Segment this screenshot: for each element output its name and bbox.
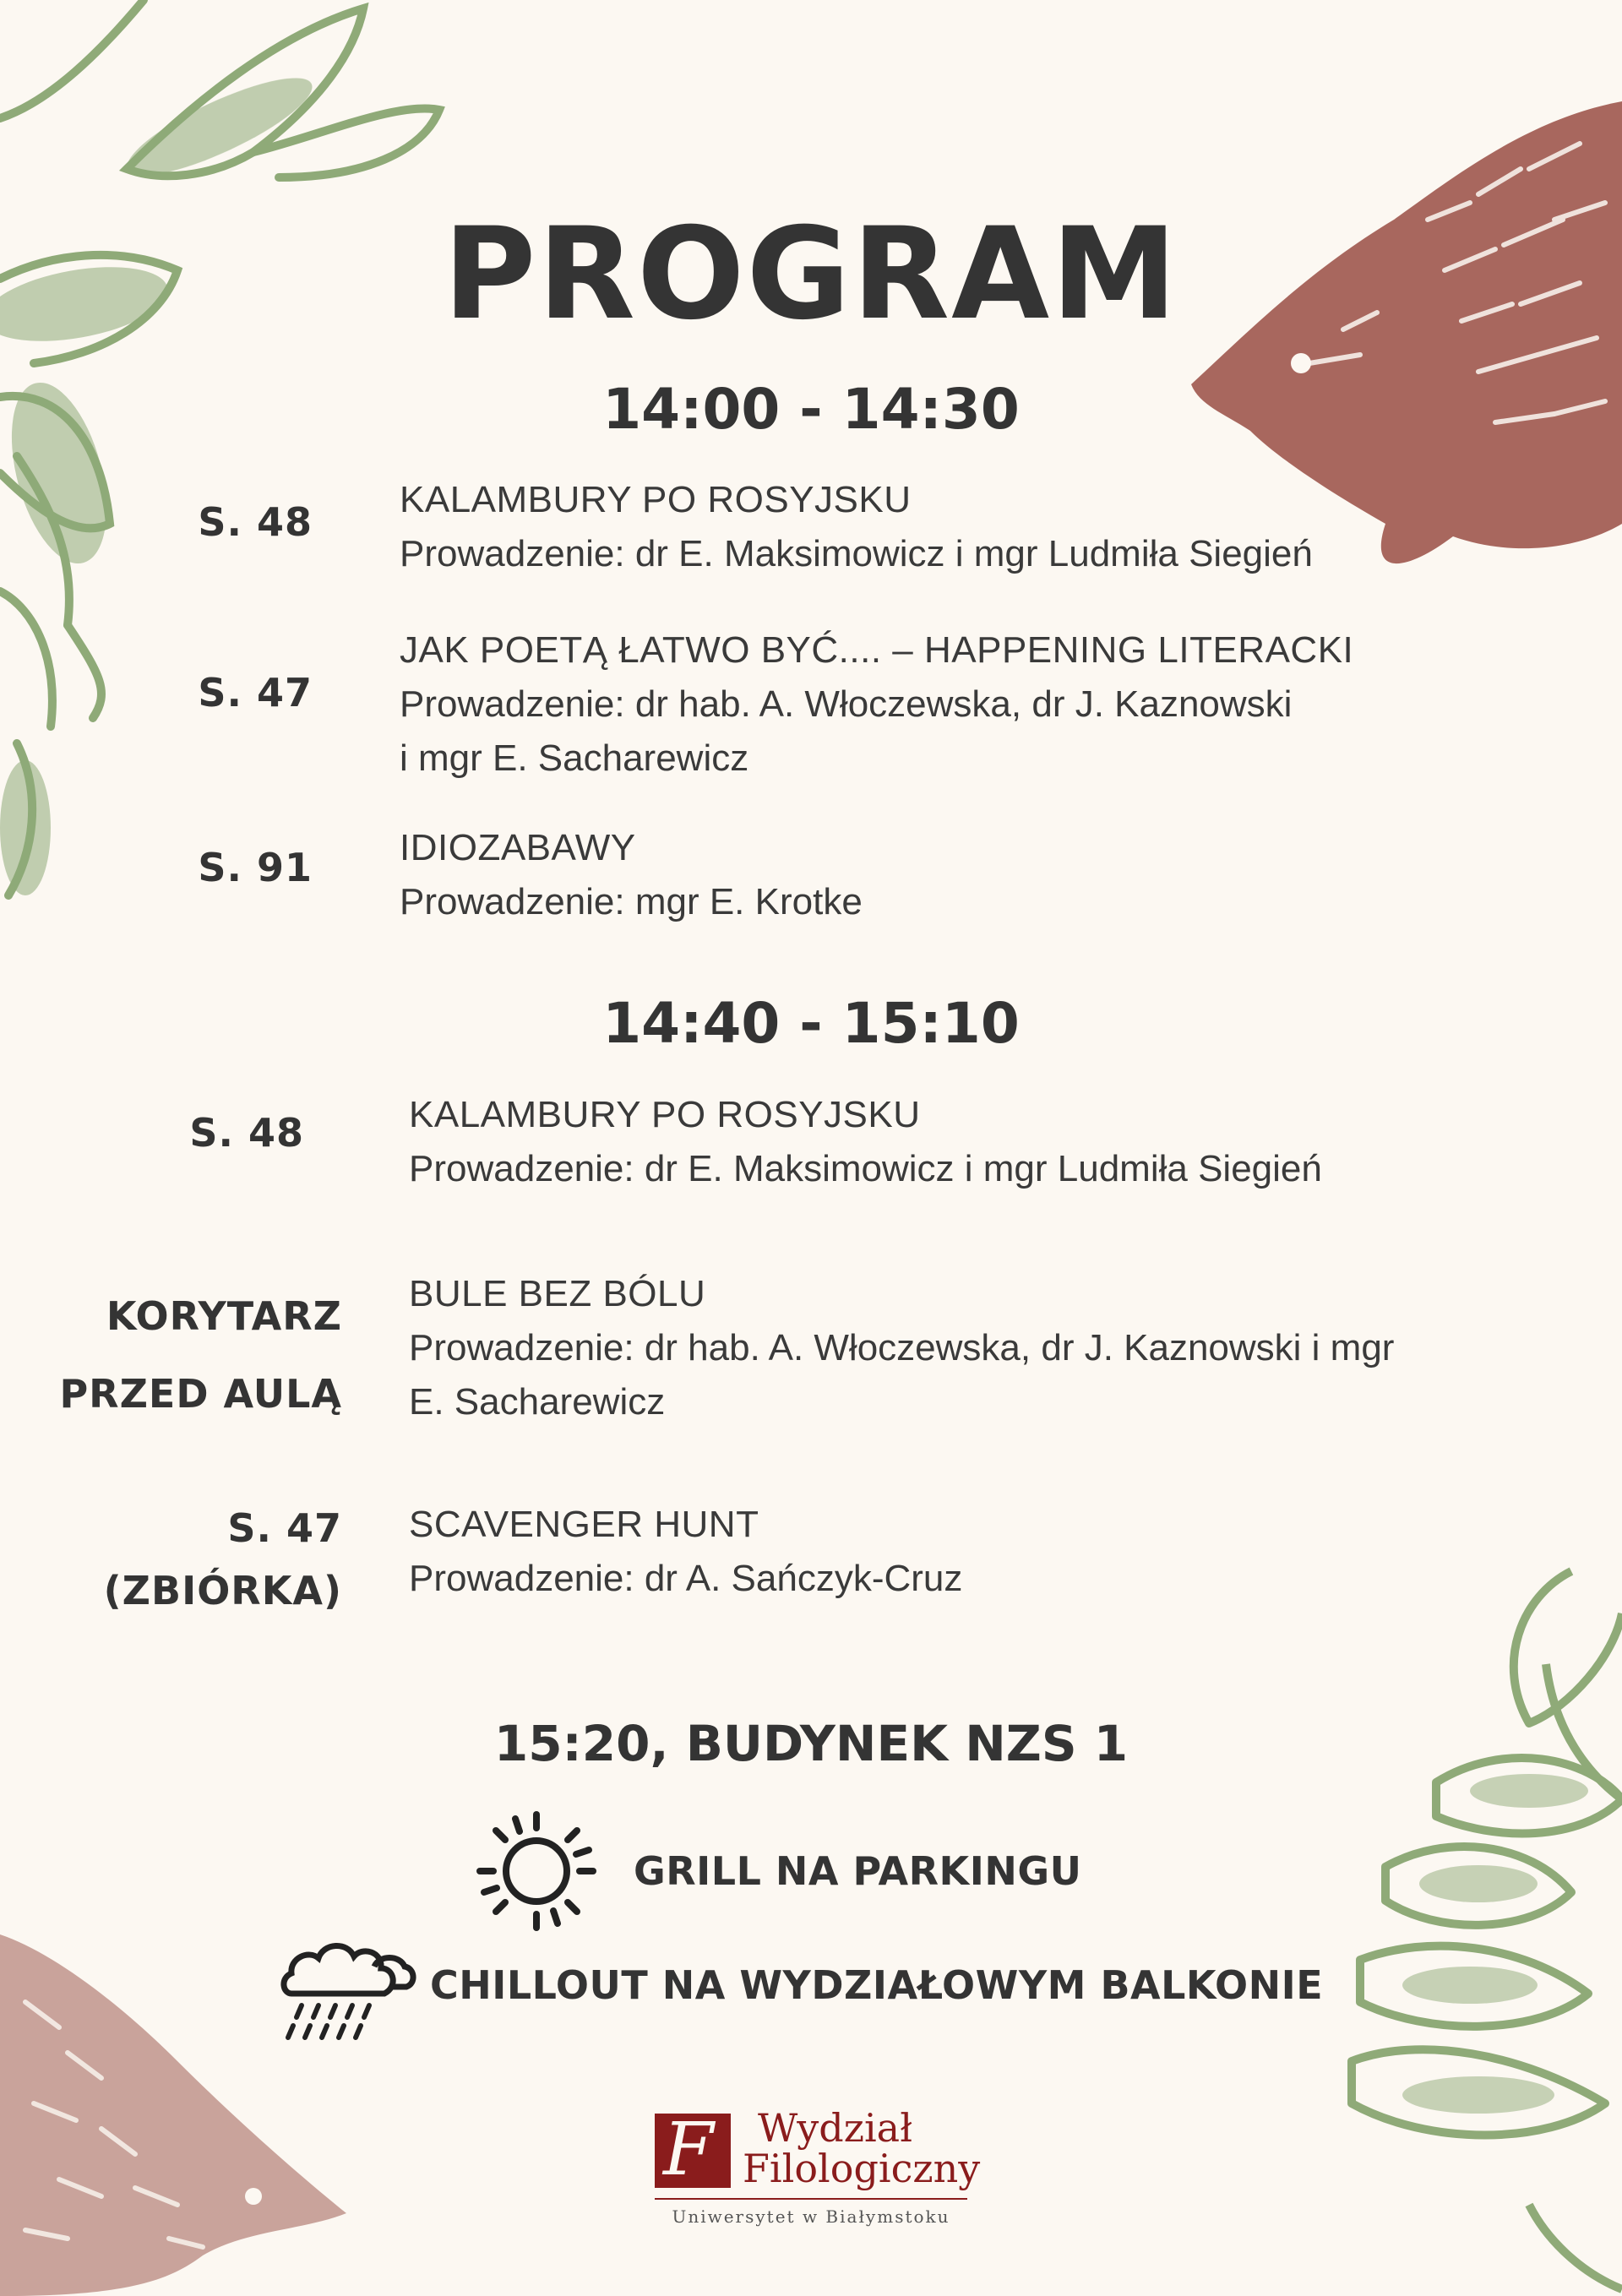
activity (409, 1498, 962, 1606)
lily-flower-illustration (0, 0, 456, 912)
room-label: S. 47 (198, 670, 313, 715)
logo-university: Uniwersytet w Białymstoku (672, 2206, 950, 2227)
rain-cloud-icon (275, 1934, 418, 2053)
succulent-illustration (1335, 1563, 1622, 2296)
room-label (0, 1277, 342, 1433)
logo-mark: F (655, 2114, 731, 2188)
room-label (0, 1497, 342, 1622)
sun-icon (473, 1808, 600, 1934)
activity (409, 1088, 1322, 1196)
activity-leader-cont: i mgr E. Sacharewicz (400, 737, 749, 779)
activity (409, 1267, 1394, 1429)
activity-name: KALAMBURY PO ROSYJSKU (409, 1094, 921, 1135)
activity-leader: Prowadzenie: dr E. Maksimowicz i mgr Ludmiła Siegień (400, 533, 1313, 574)
activity (400, 821, 863, 929)
logo-name-line2: Filologiczny (743, 2146, 981, 2191)
sunny-option-label: GRILL NA PARKINGU (634, 1848, 1082, 1894)
activity-leader: Prowadzenie: dr hab. A. Włoczewska, dr J. Kaznowski i mgr (409, 1327, 1395, 1368)
activity-name: KALAMBURY PO ROSYJSKU (400, 479, 912, 520)
activity-leader: Prowadzenie: dr E. Maksimowicz i mgr Ludmiła Siegień (409, 1148, 1322, 1189)
slot-time-1: 14:00 - 14:30 (602, 377, 1020, 442)
rainy-option-label: CHILLOUT NA WYDZIAŁOWYM BALKONIE (430, 1962, 1324, 2008)
activity-name: IDIOZABAWY (400, 827, 636, 868)
activity-name: BULE BEZ BÓLU (409, 1273, 706, 1314)
room-label: S. 48 (198, 499, 313, 545)
logo-name-line1: Wydział (758, 2105, 912, 2151)
sunny-option (473, 1808, 1081, 1934)
room-label: S. 48 (189, 1110, 304, 1156)
rainy-option (275, 1934, 1323, 2053)
activity-leader-cont: E. Sacharewicz (409, 1381, 666, 1423)
slot-time-2: 14:40 - 15:10 (602, 991, 1020, 1056)
activity-leader: Prowadzenie: dr hab. A. Włoczewska, dr J. Kaznowski (400, 683, 1293, 725)
activity-name: SCAVENGER HUNT (409, 1504, 759, 1545)
logo-divider (655, 2198, 967, 2200)
room-label-line1: KORYTARZ (106, 1293, 342, 1339)
activity-leader: Prowadzenie: dr A. Sańczyk-Cruz (409, 1558, 963, 1599)
faculty-logo (655, 2103, 981, 2239)
activity-leader: Prowadzenie: mgr E. Krotke (400, 881, 863, 922)
activity-name: JAK POETĄ ŁATWO BYĆ.... – HAPPENING LITERACKI (400, 629, 1354, 671)
page-title: PROGRAM (443, 201, 1179, 348)
activity (400, 623, 1353, 786)
room-label: S. 91 (198, 845, 313, 890)
activity (400, 473, 1313, 581)
room-label-line2: PRZED AULĄ (59, 1371, 342, 1417)
room-label-line1: S. 47 (227, 1505, 342, 1551)
room-label-line2: (ZBIÓRKA) (103, 1568, 342, 1613)
finale-time-place: 15:20, BUDYNEK NZS 1 (493, 1715, 1129, 1772)
